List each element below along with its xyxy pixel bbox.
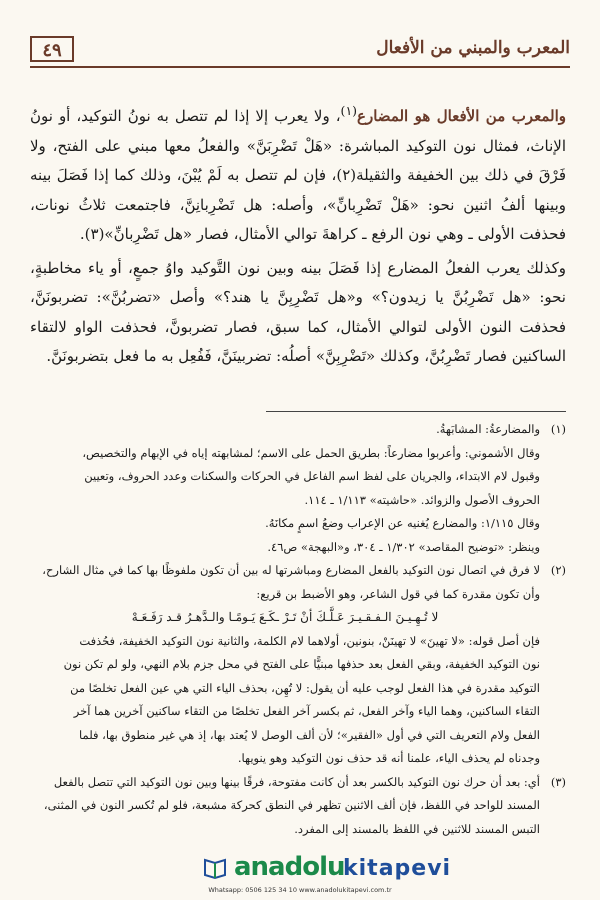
running-title: المعرب والمبني من الأفعال (376, 38, 570, 58)
brand-name-kitapevi: kitapevi (343, 856, 452, 881)
page-header (30, 36, 570, 68)
brand-logo (0, 848, 600, 882)
poetry-verse: لا تُـهِـيـنَ الـفـقـيـرَ عَـلَّـكَ أنْ تَـرْ ـكَـعَ يَـومًـا والـدَّهـرُ قـد رَفَـعَـهْ (131, 610, 439, 624)
footnote-number: (١) (550, 422, 566, 436)
footnote-line: والمضارعةُ: المشابَهةُ. (436, 422, 540, 436)
text-line: النون الأولى لتوالي الأمثال، كما سبق، فصار تضربونَّ، فحذفت الواو لالتقاء الساكنين (30, 317, 566, 365)
footnote-line: وقبول لام الابتداء، والجريان على لفظ اسم الفاعل في الحركات والسكنات وعدد الحروف، وتعيين (84, 469, 540, 483)
book-logo-icon (202, 854, 228, 880)
footnote-line: المسند للواحد في اللفظ، فإن ألف الاثنين تظهر في النطق كحركة مشبعة، فلو لم تُكسر النون في المثنى، (43, 798, 540, 812)
footnote-number: (٣) (550, 774, 566, 789)
footnote-2 (30, 559, 566, 771)
page-number: ٤٩ (30, 36, 74, 62)
brand-name-anadolu: anadolu (234, 852, 345, 882)
footnote-line: التوكيد مقدرة في هذا الفعل لوجب عليه أن يقول: لا تُهِن، بحذف الياء التي هي عين الفعل تخلصًا من (70, 680, 540, 695)
footnote-1 (30, 418, 566, 559)
footnote-divider (266, 411, 566, 412)
footnote-3 (30, 771, 566, 842)
text-line: فَرْقَ في ذلك بين الخفيفة والثقيلة(٢)، فإن لم تتصل به لَمْ يُبْنَ، وذلك كما إذا فَصَلَ بينه (30, 166, 566, 184)
footnote-number: (٢) (550, 563, 566, 577)
footnote-line: وقال ١/١١٥: والمضارع يُغنيه عن الإعراب وضعُ اسمٍ مكانَهُ. (265, 516, 540, 530)
footnotes (30, 418, 566, 841)
footnote-ref-1: (١) (340, 103, 358, 118)
footnote-line: فإن أصل قوله: «لا تهينَ» لا تهينَنْ، بنونين، أولاهما لام الكلمة، والثانية نون التوكيد الخفيفة، فحُذفت (79, 633, 540, 648)
footnote-line: لا فرق في اتصال نون التوكيد بالفعل المضارع ومباشرتها له بين أن تكون ملفوظًا بها كما في مثال الشارح، (42, 563, 540, 577)
text-line: وكذلك يعرب الفعلُ المضارع إذا فَصَلَ بينه وبين نون التَّوكيد واوُ جمعٍ، أو ياء مخاطبةٍ، (30, 258, 566, 277)
footnote-line: نون التوكيد الخفيفة، وبقي الفعل بعد حذفها مبنيًّا على الفتح في محل جزم بلام النهي، ولو لم تكن نون (63, 657, 540, 671)
footnote-line: التقاء الساكنين، وهما الياء وآخر الفعل، ثم بكسر آخر الفعل تخلصًا من التقاء ساكنين آخرين هما آخر (73, 704, 540, 718)
watermark-footer (0, 848, 600, 900)
paragraph-lead: والمعرب من الأفعال هو المضارع (357, 107, 566, 125)
contact-line: Whatsapp: 0506 125 34 10 www.anadolukitapevi.com.tr (208, 886, 392, 894)
main-text (30, 96, 566, 376)
text-line: نونُ الإناث، فمثال نون التوكيد المباشرة: «هَلْ تَضْرِبَنَّ» والفعلُ معها مبني على الفتح، ولا (30, 107, 566, 155)
footnote-line: وجدناه لم يحذف الياء، علمنا أنه قد حذف نون التوكيد وهو ينويها. (237, 751, 540, 765)
footnote-line: وقال الأشموني: وأعربوا مضارعاً: بطريق الحمل على الاسم؛ لمشابهته إياه في الإبهام والتخصيص، (82, 445, 540, 460)
text-line: نحو: «هل تَضْرِبُنَّ يا زيدون؟» و«هل تَضْرِبِنَّ يا هند؟» وأصل «تضربُنَّ»: تضربونَنَّ، فحذفت (30, 288, 566, 336)
paragraph-1 (30, 96, 566, 250)
footnote-line: وأن تكون مقدرة كما في قول الشاعر، وهو الأضبط بن قريع: (256, 586, 540, 601)
paragraph-2 (30, 254, 566, 372)
text-line: ، ولا يعرب إلا إذا لم تتصل به نونُ التوكيد، أو (58, 107, 341, 125)
footnote-line: الحروف الأصول والزوائد. «حاشيته» ١/١١٣ ـ ١١٤. (304, 492, 540, 507)
footnote-line: وينظر: «توضيح المقاصد» ١/٣٠٢ ـ ٣٠٤، و«البهجة» ص٤٦. (267, 539, 540, 554)
text-line: فحذفت الأولى ـ وهي نون الرفع ـ كراهةَ توالي الأمثال، فصار «هل تَضْرِبانِّ»(٣). (79, 225, 566, 243)
footnote-line: أي: بعد أن حرك نون التوكيد بالكسر بعد أن كانت مفتوحة، فرقًا بينها وبين نون التوكيد التي تتصل بالفعل (53, 774, 540, 789)
text-line: وبينها ألفُ اثنين نحو: «هَلْ تَضْرِبانِّ»، وأصله: هل تَضْرِبانِنَّ، فاجتمعت ثلاثُ نونات، (30, 195, 566, 214)
text-line: فصار تَضْرِبُنَّ، وكذلك «تَضْرِبِنَّ» أصلُه: تضربينَنَّ، فَفُعِل به ما فعل بتضربونَنَّ. (46, 347, 507, 365)
footnote-line: التبس المسند للاثنين في اللفظ بالمسند إلى المفرد. (294, 821, 540, 836)
footnote-line: الفعل ولام التعريف التي في أول «الفقير»؛ لأن ألف الوصل لا يُعتد بها، إذ هي غير منطوق بها، فلما (79, 727, 540, 742)
